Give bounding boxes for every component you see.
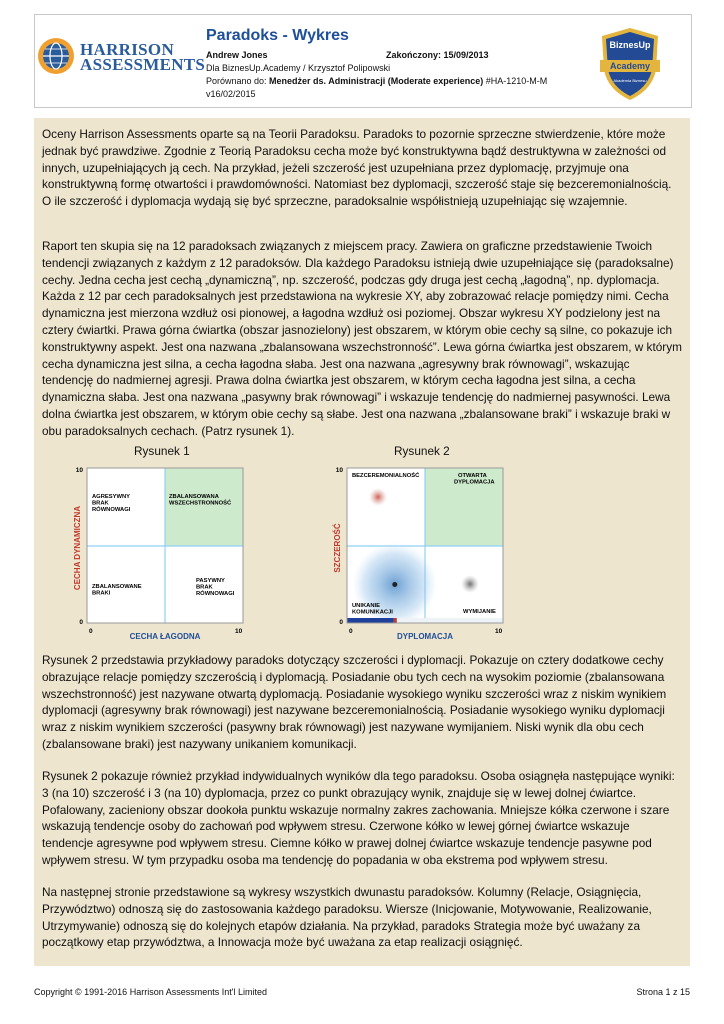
figure2-y-bottom: 0 xyxy=(339,619,343,626)
badge-top-text: BiznesUp xyxy=(609,40,651,50)
figure1-q-bottom-left-line1: ZBALANSOWANE xyxy=(92,584,142,590)
figure1-y-bottom: 0 xyxy=(79,619,83,626)
biznesup-badge xyxy=(598,26,662,102)
figure2-ylabel: SZCZEROŚĆ xyxy=(333,523,342,573)
figure1-q-bottom-left-line2: BRAKI xyxy=(92,590,111,597)
figure2-x-score-bar xyxy=(347,618,394,623)
figure1-q-top-left-line1: AGRESYWNY xyxy=(92,494,130,500)
figure1-q-bottom-right-line3: RÓWNOWAGI xyxy=(196,591,235,597)
figure2-xlabel: DYPLOMACJA xyxy=(396,632,454,641)
figure1-q-bottom-right-line2: BRAK xyxy=(196,584,213,591)
figure2-y-top: 10 xyxy=(335,467,343,474)
compare-job: Menedżer ds. Administracji (Moderate experience) xyxy=(269,76,484,86)
paragraph-scores: Rysunek 2 pokazuje również przykład indywidualnych wyników dla tego paradoksu. Osoba osiągnęła następujące wyniki: 3 (na 10) szczerość i 3 (na 10) dyplomacja, przez co punkt obrazujący wynik, znajduje się w lewej dolnej ćwiartce. Pofalowany, zacieniony obszar dookoła punktu wskazuje normalny zakres zachowania. Mniejsze kółka czerwone i szare wskazują tendencje osoby do zachowań pod wpływem stresu. Czerwone kółko w lewej górnej ćwiartce wskazuje tendencje agresywne pod wpływem stresu. Ciemne kółko w prawej dolnej ćwiartce wskazuje tendencje pasywne pod wpływem stresu. W tym przypadku osoba ma tendencję do popadania w oba ekstrema pod wpływem stresu. xyxy=(42,769,675,867)
figure1-xlabel: CECHA ŁAGODNA xyxy=(129,632,201,641)
figure2-q-bottom-left-line2: KOMUNIKACJI xyxy=(352,609,393,616)
figure2-stress-passive-circle xyxy=(461,575,479,593)
figure1-q-top-right-line2: WSZECHSTRONNOŚĆ xyxy=(169,500,232,507)
figure1-chart xyxy=(70,460,250,642)
figure2-q-bottom-right: WYMIJANIE xyxy=(463,609,496,615)
paragraph-figure2: Rysunek 2 przedstawia przykładowy paradoks dotyczący szczerości i dyplomacji. Pokazuje on cztery dodatkowe cechy obrazujące relacje pomiędzy szczerością i dyplomacją. Posiadanie obu tych cech na wysokim poziomie (zbalansowana wszechstronność) jest nazywane otwartą dyplomacją. Posiadanie wysokiego wyniku szczerości wraz z niskim wynikiem dyplomacji (agresywny brak równowagi) jest nazywane bezceremonialnością. Posiadanie wysokiego wyniku dyplomacji wraz z niskim wynikiem szczerości (pasywny brak równowagi) jest nazywane wymijaniem. Niski wynik dla obu cech (zbalansowane braki) jest nazywany unikaniem komunikacji. xyxy=(42,653,667,751)
figure2-q-top-right-line2: DYPLOMACJA xyxy=(454,479,495,486)
figure1-label: Rysunek 1 xyxy=(134,444,190,458)
compared-to xyxy=(206,76,547,86)
person-name: Andrew Jones xyxy=(206,50,268,60)
logo-text-line1: HARRISON xyxy=(80,40,175,59)
figure2-label: Rysunek 2 xyxy=(394,444,450,458)
figure2-stress-aggressive-circle xyxy=(369,488,387,506)
figure1-q-bottom-right-line1: PASYWNY xyxy=(196,578,225,584)
paragraph-report: Raport ten skupia się na 12 paradoksach związanych z miejscem pracy. Zawiera on graficzne przedstawienie Twoich tendencji związanych z każdym z 12 paradoksów. Dla każdego Paradoksu istnieją dwie uzupełniające się (paradoksalne) cechy. Jedna cecha jest cechą „dynamiczną”, np. szczerość, podczas gdy druga jest cechą „łagodną”, np. dyplomacja. Każda z 12 par cech paradoksalnych jest przedstawiona na wykresie XY, aby zobrazować relacje pomiędzy nimi. Cecha dynamiczna jest mierzona wzdłuż osi pionowej, a łagodna wzdłuż osi poziomej. Obszar wykresu XY podzielony jest na cztery ćwiartki. Prawa górna ćwiartka (obszar jasnozielony) jest obszarem, w którym obie cechy są silne, co pokazuje ich konstruktywny aspekt. Jest ona nazwana „zbalansowana wszechstronność”. Lewa górna ćwiartka jest obszarem, w którym cecha dynamiczna jest silna, a cecha łagodna słaba. Jest ona nazwana „agresywny brak równowagi”, wskazując tendencję do nadmiernej agresji. Prawa dolna ćwiartka jest obszarem, w którym cecha łagodna jest silna, a cecha dynamiczna słaba. Jest ona nazwana „pasywny brak równowagi” i wskazuje tendencję do nadmiernej pasywności. Lewa dolna ćwiartka jest obszarem, w którym obie cechy są słabe. Jest ona nazwana „zbalansowane braki” i wskazuje braki w obu paradoksalnych cechach. (Patrz rysunek 1). xyxy=(42,239,682,438)
figure1-ylabel: CECHA DYNAMICZNA xyxy=(73,505,82,591)
badge-ribbon-text: Academy xyxy=(609,61,651,71)
compare-prefix: Porównano do: xyxy=(206,76,270,86)
footer-copyright: Copyright © 1991-2016 Harrison Assessments Int'l Limited xyxy=(34,987,267,997)
content-panel xyxy=(34,118,690,966)
completed-date: Zakończony: 15/09/2013 xyxy=(386,50,489,60)
figure1-x-right: 10 xyxy=(235,628,243,635)
report-for: Dla BiznesUp.Academy / Krzysztof Polipowski xyxy=(206,63,391,73)
footer-page-number: Strona 1 z 15 xyxy=(636,987,690,997)
figure1-y-top: 10 xyxy=(75,467,83,474)
logo-text-line2: ASSESSMENTS xyxy=(80,55,206,74)
harrison-logo xyxy=(36,34,206,82)
figure2-x-score-marker xyxy=(394,618,397,623)
figure1-q-top-right-line1: ZBALANSOWANA xyxy=(169,494,219,500)
figure2-q-top-right-line1: OTWARTA xyxy=(458,473,487,479)
figure2-q-top-left: BEZCEREMONIALNOŚĆ xyxy=(352,473,420,479)
harrison-globe-icon xyxy=(36,36,76,76)
badge-small-text: Akademia Biznesu xyxy=(613,78,647,83)
paragraph-next-page: Na następnej stronie przedstawione są wykresy wszystkich dwunastu paradoksów. Kolumny (Relacje, Osiągnięcia, Przywództwo) odnoszą się do zastosowania każdego paradoksu. Wiersze (Inicjowanie, Motywowanie, Realizowanie, Utrzymywanie) odnoszą się do kolejnych etapów działania. Na przykład, paradoks Strategia może być uważany za początkowy etap przywództwa, a Innowacja może być uważana za etap realizacji osiągnięć. xyxy=(42,885,652,950)
figure2-chart xyxy=(330,460,510,642)
figure2-q-bottom-left-line1: UNIKANIE xyxy=(352,603,381,609)
figure2-x-right: 10 xyxy=(495,628,503,635)
compare-code: #HA-1210-M-M xyxy=(483,76,548,86)
paragraph-intro: Oceny Harrison Assessments oparte są na Teorii Paradoksu. Paradoks to pozornie sprzeczne stwierdzenie, które może jednak być prawdziwe. Zgodnie z Teorią Paradoksu cecha może być konstruktywna bądź destruktywna w zależności od innych, uzupełniających ją cech. Na przykład, jeżeli szczerość jest uzupełniana przez dyplomację, przyjmuje ona konstruktywną formę otwartości i prawdomówności. Natomiast bez dyplomacji, szczerość staje się bezceremonialnością. O ile szczerość i dyplomacja wydają się być sprzeczne, paradoksalnie współistnieją uzupełniając się wzajemnie. xyxy=(42,127,672,209)
figure1-green-quadrant xyxy=(165,468,243,546)
figure2-score-point xyxy=(392,582,397,587)
version: v16/02/2015 xyxy=(206,89,256,99)
page-title: Paradoks - Wykres xyxy=(206,27,349,44)
figure1-q-top-left-line3: RÓWNOWAGI xyxy=(92,507,131,513)
figure1-q-top-left-line2: BRAK xyxy=(92,500,109,507)
figure2-x-left: 0 xyxy=(349,628,353,635)
figure1-x-left: 0 xyxy=(89,628,93,635)
